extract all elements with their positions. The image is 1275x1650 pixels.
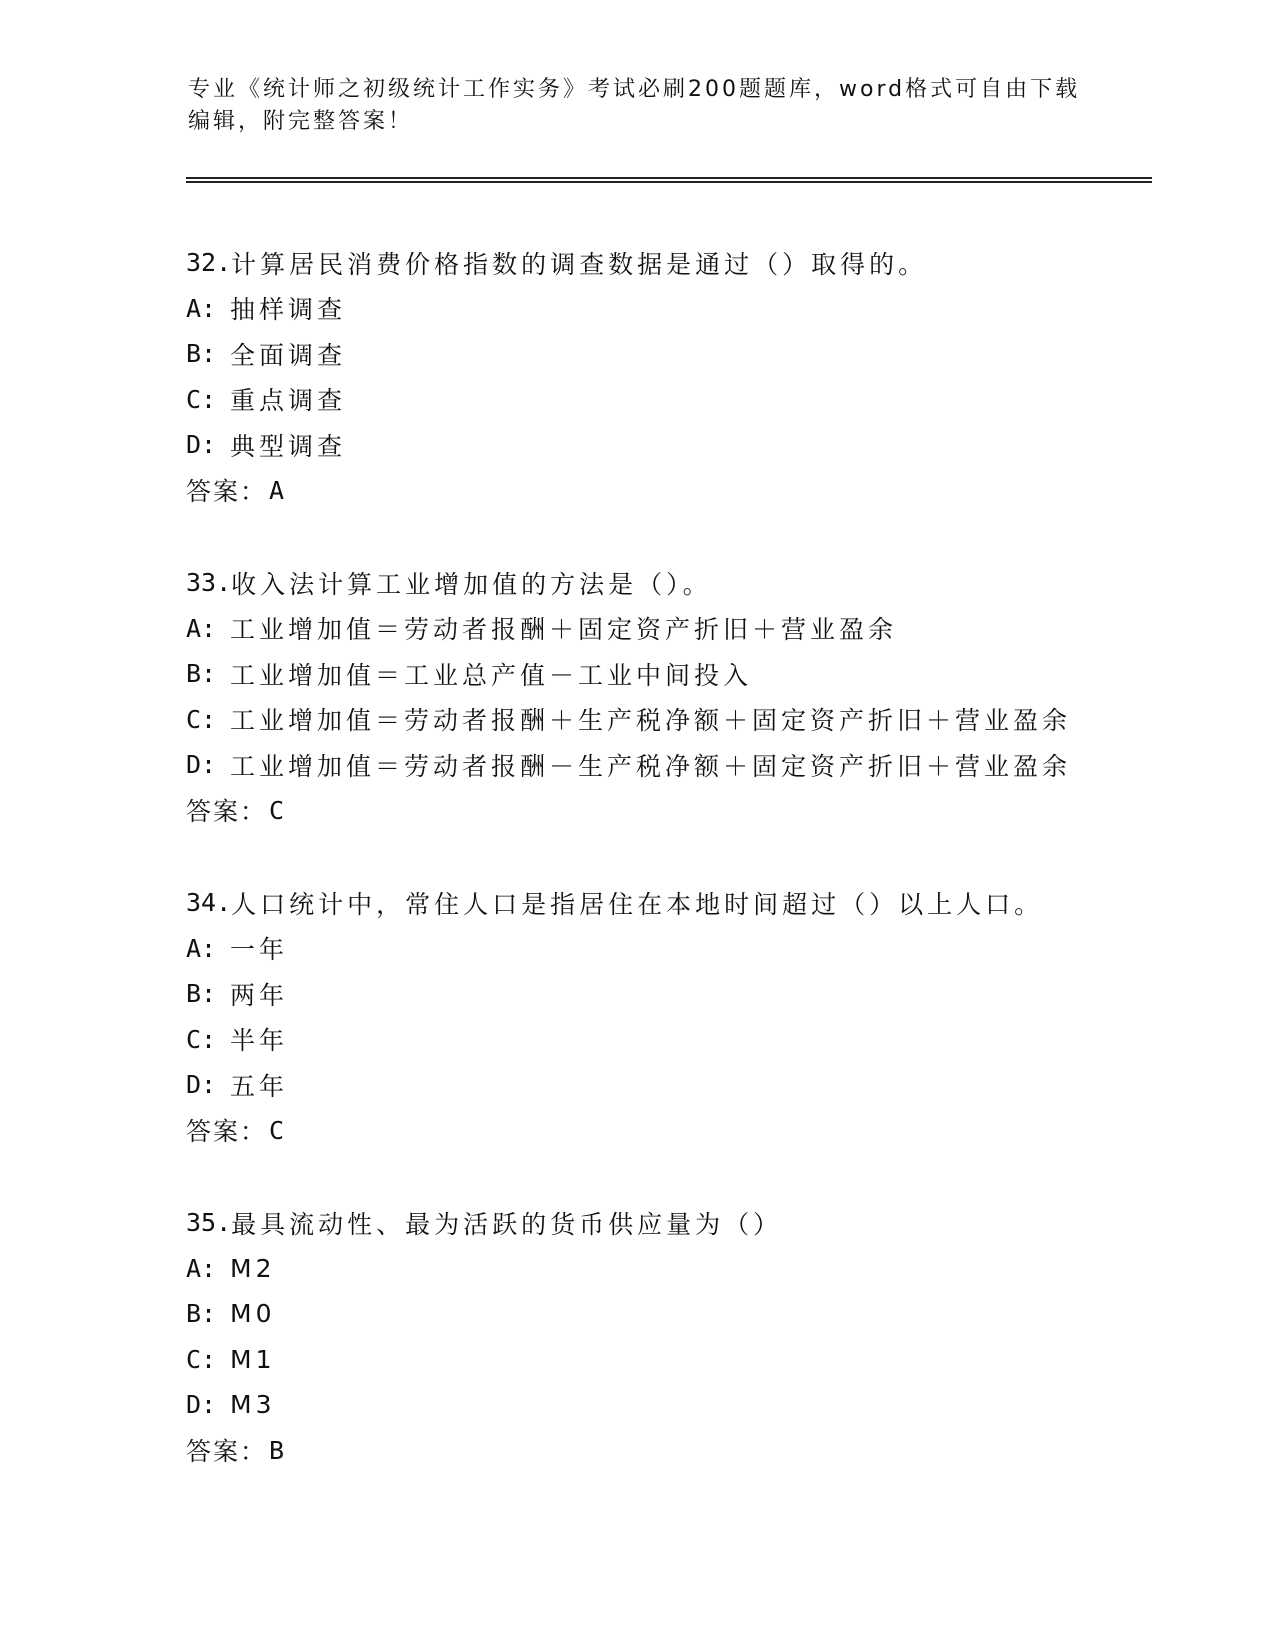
option-letter: D: — [186, 750, 217, 780]
option-letter: C: — [186, 1024, 217, 1054]
option-text: 全面调查 — [230, 340, 347, 370]
question-text: 最具流动性、最为活跃的货币供应量为（） — [231, 1209, 783, 1239]
answer-value: C — [269, 795, 285, 825]
option-letter: C: — [186, 1344, 217, 1374]
option-text: M0 — [230, 1299, 276, 1329]
option-text: 一年 — [230, 935, 289, 965]
question-block — [186, 240, 1166, 513]
document-header — [188, 74, 1088, 138]
option-c — [186, 697, 1166, 743]
option-a — [186, 1246, 1166, 1292]
option-c — [186, 1337, 1166, 1383]
option-a — [186, 926, 1166, 972]
answer-label: 答案： — [186, 477, 268, 507]
option-letter: A: — [186, 293, 217, 323]
answer-value: A — [269, 475, 285, 505]
option-letter: B: — [186, 979, 217, 1009]
question-block — [186, 880, 1166, 1153]
answer-value: B — [269, 1435, 285, 1465]
option-a — [186, 286, 1166, 332]
option-letter: D: — [186, 1070, 217, 1100]
question-stem — [186, 560, 1166, 606]
option-b — [186, 331, 1166, 377]
option-d — [186, 422, 1166, 468]
option-letter: B: — [186, 659, 217, 689]
header-divider-bottom — [186, 181, 1152, 183]
answer-line — [186, 468, 1166, 514]
option-d — [186, 1382, 1166, 1428]
answer-label: 答案： — [186, 797, 268, 827]
question-text: 人口统计中，常住人口是指居住在本地时间超过（）以上人口。 — [231, 889, 1044, 919]
option-letter: A: — [186, 933, 217, 963]
question-number: 34. — [186, 888, 232, 918]
option-letter: A: — [186, 613, 217, 643]
option-d — [186, 1062, 1166, 1108]
question-number: 35. — [186, 1208, 232, 1238]
answer-line — [186, 788, 1166, 834]
question-number: 33. — [186, 568, 232, 598]
option-b — [186, 971, 1166, 1017]
answer-line — [186, 1428, 1166, 1474]
question-text: 收入法计算工业增加值的方法是（）。 — [231, 569, 712, 599]
answer-line — [186, 1108, 1166, 1154]
question-stem — [186, 240, 1166, 286]
option-text: 工业增加值＝劳动者报酬－生产税净额＋固定资产折旧＋营业盈余 — [230, 751, 1072, 781]
option-letter: D: — [186, 430, 217, 460]
option-letter: A: — [186, 1253, 217, 1283]
option-letter: C: — [186, 384, 217, 414]
option-c — [186, 1017, 1166, 1063]
option-text: 工业增加值＝劳动者报酬＋固定资产折旧＋营业盈余 — [230, 615, 898, 645]
option-text: 五年 — [230, 1071, 289, 1101]
option-text: 抽样调查 — [230, 295, 347, 325]
option-text: M3 — [230, 1390, 276, 1420]
option-text: M1 — [230, 1344, 276, 1374]
option-text: 两年 — [230, 980, 289, 1010]
option-text: 典型调查 — [230, 431, 347, 461]
option-text: 半年 — [230, 1026, 289, 1056]
option-text: M2 — [230, 1253, 276, 1283]
answer-label: 答案： — [186, 1117, 268, 1147]
option-text: 工业增加值＝劳动者报酬＋生产税净额＋固定资产折旧＋营业盈余 — [230, 706, 1072, 736]
question-stem — [186, 880, 1166, 926]
header-title-line-1: 专业《统计师之初级统计工作实务》考试必刷200题题库，word格式可自由下载 — [188, 77, 1081, 102]
answer-value: C — [269, 1115, 285, 1145]
question-block — [186, 560, 1166, 833]
header-title-line-2: 编辑，附完整答案！ — [188, 109, 414, 134]
option-b — [186, 651, 1166, 697]
option-c — [186, 377, 1166, 423]
option-d — [186, 742, 1166, 788]
question-block — [186, 1200, 1166, 1473]
option-letter: C: — [186, 704, 217, 734]
option-text: 重点调查 — [230, 386, 347, 416]
question-stem — [186, 1200, 1166, 1246]
option-text: 工业增加值＝工业总产值－工业中间投入 — [230, 660, 753, 690]
option-letter: D: — [186, 1390, 217, 1420]
question-text: 计算居民消费价格指数的调查数据是通过（）取得的。 — [231, 249, 928, 279]
header-divider-top — [186, 177, 1152, 179]
question-number: 32. — [186, 248, 232, 278]
option-letter: B: — [186, 339, 217, 369]
answer-label: 答案： — [186, 1437, 268, 1467]
option-b — [186, 1291, 1166, 1337]
option-letter: B: — [186, 1299, 217, 1329]
option-a — [186, 606, 1166, 652]
